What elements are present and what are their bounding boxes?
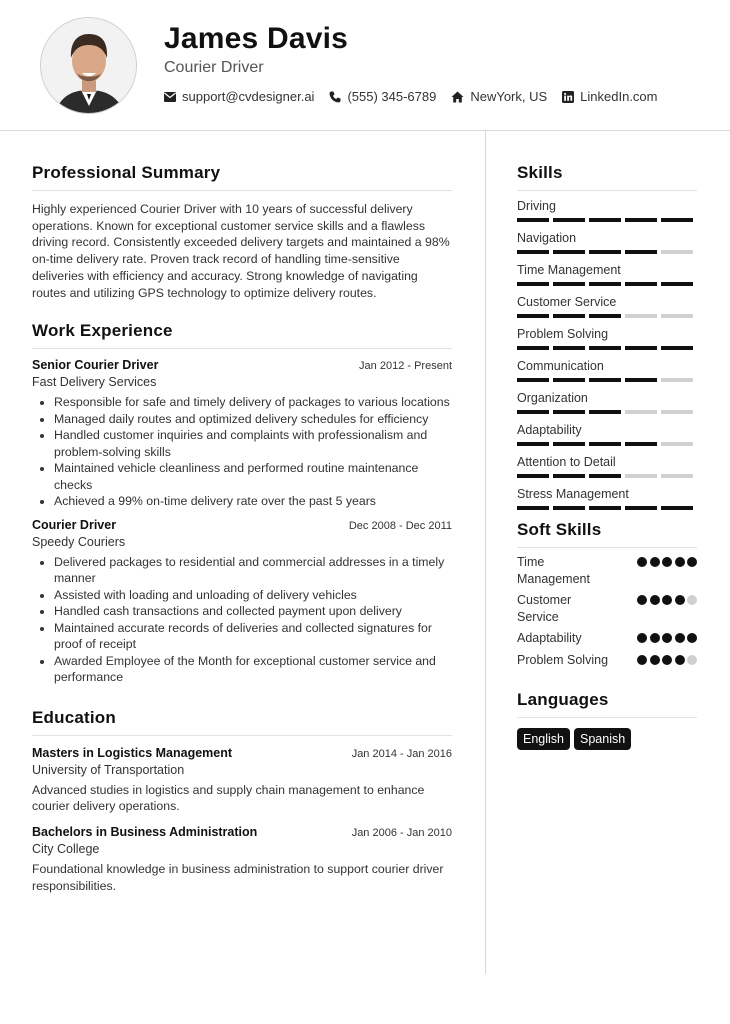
- profile-photo: [40, 17, 137, 114]
- skill-level-bar: [517, 474, 697, 478]
- soft-skill-rating: [635, 595, 698, 605]
- rating-dot: [687, 595, 697, 605]
- skill-level-segment: [589, 410, 621, 414]
- phone-icon: [329, 91, 341, 103]
- resume-header: [0, 0, 730, 131]
- skill-level-segment: [661, 250, 693, 254]
- skill-name: Customer Service: [517, 295, 617, 309]
- list-item: • Handled cash transactions and collected payment upon delivery: [54, 603, 452, 620]
- language-badge: Spanish: [574, 728, 631, 750]
- skill-level-bar: [517, 314, 697, 318]
- location-text: NewYork, US: [470, 89, 548, 104]
- job-company: Fast Delivery Services: [32, 375, 157, 390]
- job-company: Speedy Couriers: [32, 534, 126, 549]
- rating-dot: [675, 655, 685, 665]
- soft-skill-name: Time Management: [517, 555, 590, 586]
- skill-item: [517, 295, 697, 318]
- languages-heading: Languages: [517, 690, 697, 718]
- rating-dot: [687, 557, 697, 567]
- skill-level-segment: [625, 314, 657, 318]
- skill-level-segment: [625, 474, 657, 478]
- rating-dot: [675, 557, 685, 567]
- skill-level-segment: [625, 442, 657, 446]
- soft-skill-name: Customer Service: [517, 593, 572, 624]
- skill-level-segment: [661, 506, 693, 510]
- job-bullets: [32, 554, 452, 686]
- skill-level-segment: [589, 218, 621, 222]
- list-item: • Delivered packages to residential and commercial addresses in a timely manner: [54, 554, 452, 587]
- skill-name: Communication: [517, 359, 604, 373]
- summary-text: Highly experienced Courier Driver with 10 years of successful delivery operations. Known for exceptional customer service skills and a flawless driving record. Consistently exceeded delivery targets and maintained a 98% on-time delivery rate. Proven track record of handling time-sensitive deliveries with efficiency and accuracy. Strong knowledge of navigating routes and utilizing GPS technology to optimize delivery routes.: [32, 202, 450, 300]
- skill-level-segment: [553, 378, 585, 382]
- skill-item: [517, 455, 697, 478]
- education-entry: [32, 825, 452, 894]
- job-title: Senior Courier Driver: [32, 358, 159, 373]
- soft-skills-section: [517, 520, 697, 668]
- candidate-name: James Davis: [164, 22, 349, 55]
- skill-level-segment: [625, 218, 657, 222]
- skill-level-segment: [517, 282, 549, 286]
- job-entry: [32, 358, 452, 510]
- person-photo-icon: [41, 18, 137, 114]
- skill-level-segment: [517, 250, 549, 254]
- skill-name: Stress Management: [517, 487, 629, 501]
- soft-skill-item: [517, 630, 697, 647]
- skill-level-segment: [553, 218, 585, 222]
- candidate-role: Courier Driver: [164, 59, 264, 76]
- skill-level-segment: [625, 250, 657, 254]
- skill-level-segment: [661, 410, 693, 414]
- skill-level-segment: [625, 346, 657, 350]
- job-date: Jan 2012 - Present: [359, 360, 452, 373]
- rating-dot: [675, 633, 685, 643]
- rating-dot: [687, 655, 697, 665]
- skill-level-segment: [553, 250, 585, 254]
- skill-item: [517, 199, 697, 222]
- skill-name: Problem Solving: [517, 327, 609, 341]
- rating-dot: [637, 633, 647, 643]
- contact-location: [451, 89, 547, 104]
- list-item: • Awarded Employee of the Month for exceptional customer service and performance: [54, 653, 452, 686]
- summary-heading: Professional Summary: [32, 163, 452, 191]
- contact-email[interactable]: [164, 89, 314, 104]
- soft-skill-item: [517, 554, 697, 587]
- education-description: Advanced studies in logistics and supply chain management to enhance courier delivery operations.: [32, 782, 425, 814]
- rating-dot: [650, 595, 660, 605]
- experience-heading: Work Experience: [32, 321, 452, 349]
- contact-bar: [164, 89, 673, 104]
- rating-dot: [662, 595, 672, 605]
- skill-level-segment: [517, 506, 549, 510]
- degree-title: Masters in Logistics Management: [32, 745, 233, 760]
- school-name: City College: [32, 842, 100, 857]
- rating-dot: [650, 655, 660, 665]
- skill-level-bar: [517, 282, 697, 286]
- skill-level-segment: [589, 378, 621, 382]
- envelope-icon: [164, 92, 176, 102]
- skill-item: [517, 487, 697, 510]
- rating-dot: [637, 557, 647, 567]
- skill-level-segment: [661, 378, 693, 382]
- skill-level-segment: [553, 442, 585, 446]
- skill-level-segment: [589, 474, 621, 478]
- rating-dot: [662, 557, 672, 567]
- skill-level-bar: [517, 442, 697, 446]
- skill-name: Attention to Detail: [517, 455, 616, 469]
- skill-level-bar: [517, 506, 697, 510]
- soft-skill-rating: [635, 557, 698, 567]
- rating-dot: [650, 633, 660, 643]
- linkedin-text: LinkedIn.com: [580, 89, 658, 104]
- rating-dot: [662, 655, 672, 665]
- skill-level-bar: [517, 250, 697, 254]
- skill-item: [517, 327, 697, 350]
- soft-skill-name: Adaptability: [517, 631, 582, 645]
- skill-level-segment: [553, 474, 585, 478]
- phone-text: (555) 345-6789: [347, 89, 437, 104]
- rating-dot: [637, 595, 647, 605]
- soft-skill-name: Problem Solving: [517, 652, 609, 667]
- sidebar-column: [517, 131, 697, 750]
- job-date: Dec 2008 - Dec 2011: [348, 519, 452, 532]
- education-date: Jan 2006 - Jan 2010: [351, 827, 452, 840]
- skill-level-segment: [661, 218, 693, 222]
- skill-level-segment: [517, 314, 549, 318]
- skill-item: [517, 391, 697, 414]
- skill-level-segment: [589, 314, 621, 318]
- job-entry: [32, 518, 452, 686]
- skill-level-segment: [625, 378, 657, 382]
- education-date: Jan 2014 - Jan 2016: [351, 747, 452, 760]
- skill-level-segment: [517, 218, 549, 222]
- contact-phone[interactable]: [329, 89, 436, 104]
- soft-skill-rating: [635, 633, 698, 643]
- education-entry: [32, 746, 452, 815]
- rating-dot: [650, 557, 660, 567]
- skill-level-segment: [661, 346, 693, 350]
- education-heading: Education: [32, 708, 452, 736]
- skill-level-segment: [553, 314, 585, 318]
- job-bullets: [32, 394, 452, 510]
- school-name: University of Transportation: [32, 762, 185, 777]
- languages-section: [517, 690, 697, 750]
- list-item: • Achieved a 99% on-time delivery rate over the past 5 years: [54, 493, 452, 510]
- rating-dot: [662, 633, 672, 643]
- skill-level-segment: [625, 410, 657, 414]
- skill-level-segment: [661, 442, 693, 446]
- skill-level-bar: [517, 378, 697, 382]
- linkedin-icon: [562, 91, 574, 103]
- list-item: • Managed daily routes and optimized delivery schedules for efficiency: [54, 411, 452, 428]
- skill-level-segment: [517, 474, 549, 478]
- soft-skills-heading: Soft Skills: [517, 520, 697, 548]
- rating-dot: [637, 655, 647, 665]
- skills-list: [517, 199, 697, 510]
- experience-section: [32, 321, 452, 686]
- column-divider: [485, 131, 486, 974]
- skill-level-segment: [661, 282, 693, 286]
- languages-list: [517, 728, 697, 750]
- skill-name: Adaptability: [517, 423, 582, 437]
- skill-level-bar: [517, 218, 697, 222]
- skill-level-segment: [517, 442, 549, 446]
- main-column: [32, 131, 452, 895]
- skill-level-segment: [517, 346, 549, 350]
- soft-skill-item: [517, 592, 697, 625]
- summary-section: [32, 163, 452, 301]
- skill-level-segment: [517, 378, 549, 382]
- skill-name: Driving: [517, 199, 556, 213]
- skill-level-segment: [661, 314, 693, 318]
- job-title: Courier Driver: [32, 517, 117, 532]
- skill-item: [517, 231, 697, 254]
- skill-level-segment: [553, 410, 585, 414]
- skill-name: Organization: [517, 391, 588, 405]
- education-description: Foundational knowledge in business administration to support courier driver responsibilities.: [32, 862, 444, 893]
- skill-level-segment: [589, 442, 621, 446]
- education-section: [32, 708, 452, 895]
- skill-level-segment: [553, 506, 585, 510]
- skill-item: [517, 263, 697, 286]
- list-item: • Handled customer inquiries and complaints with professionalism and problem-solving skills: [54, 427, 452, 460]
- skill-level-segment: [589, 506, 621, 510]
- email-text: support@cvdesigner.ai: [182, 89, 315, 104]
- skill-level-bar: [517, 410, 697, 414]
- skill-level-bar: [517, 346, 697, 350]
- skill-level-segment: [661, 474, 693, 478]
- rating-dot: [675, 595, 685, 605]
- soft-skills-list: [517, 554, 697, 668]
- skills-heading: Skills: [517, 163, 697, 191]
- home-icon: [451, 91, 464, 103]
- rating-dot: [687, 633, 697, 643]
- skill-item: [517, 359, 697, 382]
- skill-level-segment: [517, 410, 549, 414]
- soft-skill-rating: [635, 655, 698, 665]
- skill-level-segment: [553, 282, 585, 286]
- skill-level-segment: [589, 282, 621, 286]
- degree-title: Bachelors in Business Administration: [32, 825, 258, 840]
- skills-section: [517, 163, 697, 510]
- list-item: • Responsible for safe and timely delivery of packages to various locations: [54, 394, 452, 411]
- skill-level-segment: [589, 250, 621, 254]
- skill-level-segment: [553, 346, 585, 350]
- list-item: • Assisted with loading and unloading of delivery vehicles: [54, 587, 452, 604]
- language-badge: English: [517, 728, 570, 750]
- skill-item: [517, 423, 697, 446]
- list-item: • Maintained accurate records of deliveries and collected signatures for proof of receipt: [54, 620, 452, 653]
- contact-linkedin[interactable]: [562, 89, 657, 104]
- skill-name: Navigation: [517, 231, 577, 245]
- list-item: • Maintained vehicle cleanliness and performed routine maintenance checks: [54, 460, 452, 493]
- skill-level-segment: [589, 346, 621, 350]
- skill-level-segment: [625, 282, 657, 286]
- skill-level-segment: [625, 506, 657, 510]
- skill-name: Time Management: [517, 263, 621, 277]
- soft-skill-item: [517, 652, 697, 669]
